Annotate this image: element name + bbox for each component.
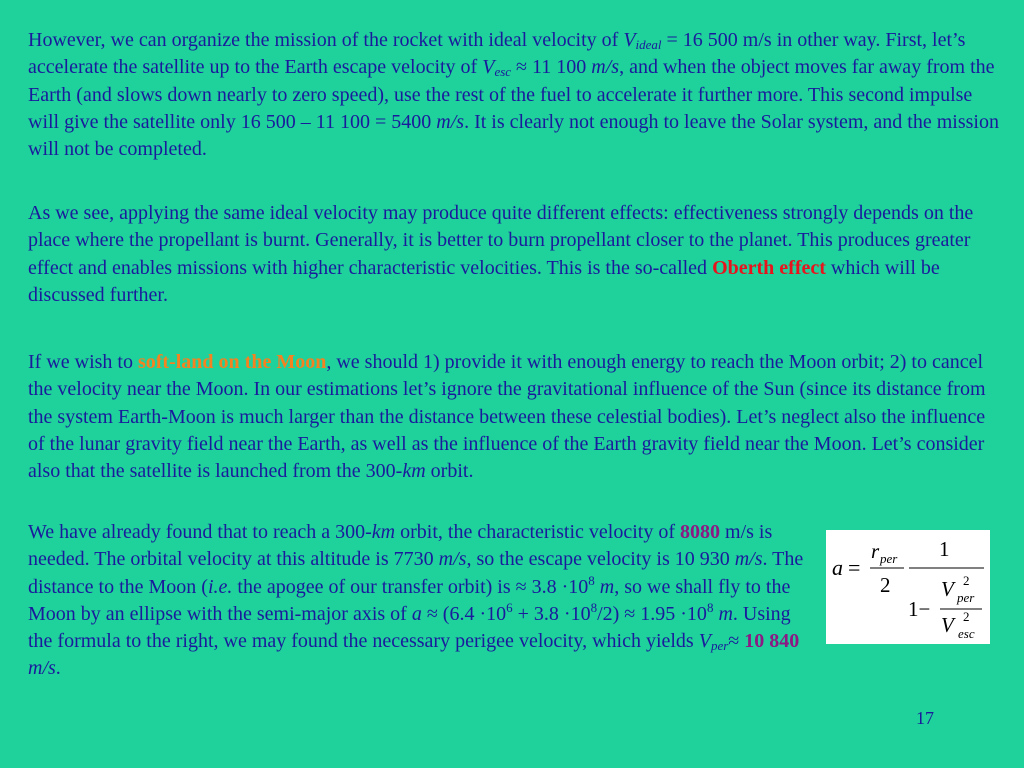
text: , and when the object moves far away from the Earth (and slows down nearly to zero speed), use the rest of the fuel to accelerate it further more. This second impulse will give the satellite only 16 500 – 11 100 = 5400 — [28, 56, 995, 133]
unit: m — [599, 575, 615, 598]
paragraph-oberth-effect — [28, 200, 1003, 309]
text: ≈ — [728, 630, 745, 653]
perigee-velocity-value: 10 840 — [744, 630, 800, 653]
symbol: V — [482, 56, 495, 79]
unit: m — [718, 602, 733, 625]
text: m/s is needed. The orbital velocity at this altitude is 7730 — [28, 521, 773, 571]
text: = 16 500 m/s in other way. First, let’s accelerate the satellite up to the Earth escape velocity of — [28, 29, 966, 79]
subscript: ideal — [635, 37, 662, 52]
exponent: 8 — [588, 572, 595, 588]
unit: m/s — [591, 56, 620, 79]
characteristic-velocity-value: 8080 — [680, 521, 721, 543]
text: However, we can organize the mission of the rocket with ideal velocity of — [28, 29, 624, 51]
formula-one: 1 — [939, 537, 950, 561]
symbol: V — [623, 29, 636, 51]
text: If we wish to — [28, 351, 138, 373]
text: , so the escape velocity is 10 930 — [466, 548, 735, 571]
formula-equals: = — [848, 555, 861, 580]
text: /2) ≈ 1.95 ·10 — [597, 602, 707, 625]
symbol: V — [698, 630, 711, 653]
page-number: 17 — [916, 708, 934, 728]
text: ≈ (6.4 ·10 — [421, 602, 507, 625]
unit: km — [402, 460, 426, 483]
formula-v-per-sq: 2 — [963, 573, 970, 588]
unit: m/s — [436, 110, 465, 133]
exponent: 6 — [506, 599, 513, 615]
text: . Using the formula to the right, we may found the necessary perigee velocity, which yields — [28, 602, 791, 653]
text: i.e. — [207, 575, 233, 598]
soft-land-highlight: soft-land on the Moon — [137, 351, 327, 373]
formula-v-per-sub: per — [957, 590, 975, 605]
text: . It is clearly not enough to leave the Solar system, and the mission will not be completed. — [28, 110, 999, 161]
text: the apogee of our transfer orbit) is ≈ 3.8 ·10 — [232, 575, 589, 598]
unit: m/s — [734, 548, 763, 571]
formula-one-minus: 1− — [908, 597, 931, 621]
formula-v-esc: V — [941, 613, 954, 637]
unit: m/s — [28, 657, 56, 680]
text: As we see, applying the same ideal velocity may produce quite different effects: effectiveness strongly depends on the place where the propellant is burnt. Generally, it is better to burn propellant closer to the planet. This produces greater effect and enables missions with higher characteristic velocities. This is the so-called — [28, 202, 974, 279]
text: orbit. — [425, 460, 474, 483]
text: orbit, the characteristic velocity of — [395, 521, 681, 543]
formula-two: 2 — [880, 573, 891, 597]
text: + 3.8 ·10 — [512, 602, 591, 625]
text: . The distance to the Moon ( — [28, 548, 804, 598]
text: which will be discussed further. — [28, 256, 940, 306]
text: ≈ 11 100 — [511, 56, 592, 79]
subscript: per — [710, 638, 729, 654]
exponent: 8 — [590, 599, 598, 615]
exponent: 8 — [706, 599, 714, 615]
formula-box — [826, 530, 990, 644]
oberth-effect-highlight: Oberth effect — [712, 256, 826, 279]
formula-v-esc-sq: 2 — [963, 609, 970, 624]
formula-r-sub: per — [880, 551, 898, 566]
formula-r: r — [871, 539, 880, 563]
unit: m/s — [438, 548, 467, 571]
text: . — [55, 657, 61, 680]
symbol: a — [411, 602, 422, 625]
unit: km — [371, 521, 396, 543]
paragraph-ideal-velocity — [28, 27, 1003, 163]
text: , we should 1) provide it with enough energy to reach the Moon orbit; 2) to cancel the velocity near the Moon. In our estimations let’s ignore the gravitational influence of the Sun (since its distance from the system Earth-Moon is much larger than the distance between these celestial bodies). Let’s neglect also the influence of the lunar gravity field near the Earth, as well as the influence of the Earth gravity field near the Moon. Let’s consider also that the satellite is launched from the 300- — [28, 351, 986, 483]
subscript: esc — [494, 64, 512, 80]
paragraph-soft-land-moon — [28, 349, 1003, 485]
text: We have already found that to reach a 300- — [28, 521, 372, 543]
perigee-formula — [826, 530, 990, 644]
formula-v-esc-sub: esc — [958, 626, 975, 641]
text: , so we shall fly to the Moon by an ellipse with the semi-major axis of — [28, 575, 791, 625]
formula-a: a — [832, 555, 843, 580]
paragraph-perigee-velocity — [28, 519, 813, 683]
formula-v-per: V — [941, 577, 954, 601]
